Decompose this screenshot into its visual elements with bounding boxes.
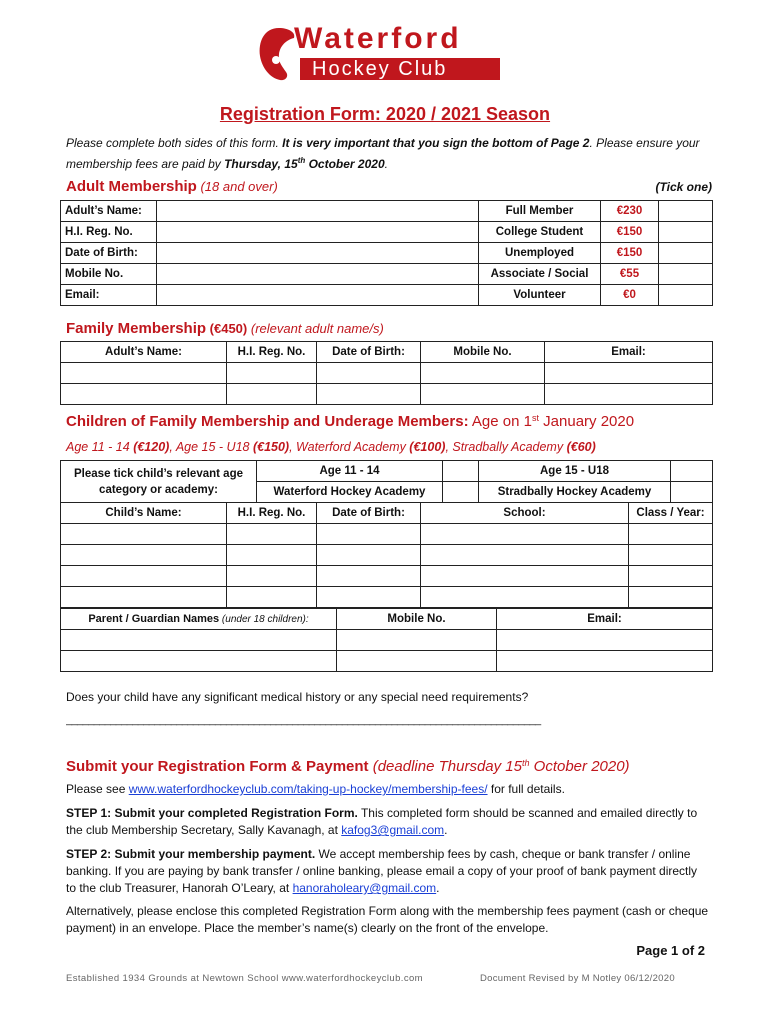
adult-name-label: Adult’s Name: <box>61 201 157 222</box>
club-logo <box>256 24 506 86</box>
table-row <box>61 545 713 566</box>
adult-email-input[interactable] <box>157 285 479 306</box>
adult-mobile-label: Mobile No. <box>61 264 157 285</box>
family-mobile-input[interactable] <box>421 384 545 405</box>
tick-one-label: (Tick one) <box>655 180 712 194</box>
child-school-input[interactable] <box>421 545 629 566</box>
child-col-school: School: <box>421 503 629 524</box>
table-row <box>61 587 713 608</box>
child-class-input[interactable] <box>629 545 713 566</box>
family-col-email: Email: <box>545 342 713 363</box>
child-dob-input[interactable] <box>317 524 421 545</box>
option-waterford-academy: Waterford Hockey Academy <box>257 482 443 503</box>
membership-type-college-student: College Student <box>479 222 601 243</box>
table-row <box>61 285 713 306</box>
family-mobile-input[interactable] <box>421 363 545 384</box>
family-col-reg: H.I. Reg. No. <box>227 342 317 363</box>
step2-text: STEP 2: Submit your membership payment. We accept membership fees by cash, cheque or bank transfer / online banking. If you are paying by bank transfer / online banking, please email a copy of your proof of bank payment directly to the club Treasurer, Hanorah O’Leary, at hanoraholeary@gmail.com. <box>66 847 698 895</box>
adult-heading: Adult Membership (18 and over) <box>66 178 278 195</box>
membership-type-full-member: Full Member <box>479 201 601 222</box>
secretary-email-link[interactable]: kafog3@gmail.com <box>341 823 445 837</box>
category-table <box>60 460 713 503</box>
child-class-input[interactable] <box>629 587 713 608</box>
logo-line1: Waterford <box>294 22 462 55</box>
adult-email-label: Email: <box>61 285 157 306</box>
treasurer-email-link[interactable]: hanoraholeary@gmail.com <box>292 881 437 895</box>
tick-full-member-checkbox[interactable] <box>659 201 713 222</box>
table-row <box>61 384 713 405</box>
membership-fee-associate-social: €55 <box>601 264 659 285</box>
family-dob-input[interactable] <box>317 363 421 384</box>
parent-col-names: Parent / Guardian Names (under 18 children): <box>61 609 337 630</box>
child-school-input[interactable] <box>421 587 629 608</box>
family-email-input[interactable] <box>545 363 713 384</box>
parent-mobile-input[interactable] <box>337 651 497 672</box>
parent-table <box>60 608 713 672</box>
family-reg-input[interactable] <box>227 384 317 405</box>
membership-fee-unemployed: €150 <box>601 243 659 264</box>
membership-type-associate-social: Associate / Social <box>479 264 601 285</box>
table-row <box>61 651 713 672</box>
table-row <box>61 243 713 264</box>
table-row <box>61 264 713 285</box>
footer-right: Document Revised by M Notley 06/12/2020 <box>480 973 675 984</box>
table-row <box>61 630 713 651</box>
child-name-input[interactable] <box>61 566 227 587</box>
parent-col-email: Email: <box>497 609 713 630</box>
child-col-reg: H.I. Reg. No. <box>227 503 317 524</box>
tick-waterford-academy-checkbox[interactable] <box>443 482 479 503</box>
child-reg-input[interactable] <box>227 524 317 545</box>
tick-associate-social-checkbox[interactable] <box>659 264 713 285</box>
family-table <box>60 341 713 405</box>
membership-fee-full-member: €230 <box>601 201 659 222</box>
see-details: Please see www.waterfordhockeyclub.com/taking-up-hockey/membership-fees/ for full details. <box>66 782 565 796</box>
intro-text: Please complete both sides of this form. It is very important that you sign the bottom of Page 2. Please ensure your membership fees are paid by Thursday, 15th October 2020. <box>66 136 700 171</box>
child-table <box>60 502 713 608</box>
family-header-row <box>61 342 713 363</box>
medical-answer-line[interactable]: ______________________________________________________________________________________ <box>66 714 541 726</box>
table-row <box>61 201 713 222</box>
parent-email-input[interactable] <box>497 651 713 672</box>
child-dob-input[interactable] <box>317 545 421 566</box>
child-col-name: Child’s Name: <box>61 503 227 524</box>
adult-dob-label: Date of Birth: <box>61 243 157 264</box>
membership-fee-volunteer: €0 <box>601 285 659 306</box>
table-row <box>61 222 713 243</box>
tick-unemployed-checkbox[interactable] <box>659 243 713 264</box>
medical-question: Does your child have any significant medical history or any special need requirements? <box>66 690 529 704</box>
parent-name-input[interactable] <box>61 651 337 672</box>
family-email-input[interactable] <box>545 384 713 405</box>
table-row <box>61 566 713 587</box>
table-row <box>61 363 713 384</box>
tick-age-11-14-checkbox[interactable] <box>443 461 479 482</box>
adult-mobile-input[interactable] <box>157 264 479 285</box>
tick-age-15-u18-checkbox[interactable] <box>671 461 713 482</box>
form-title: Registration Form: 2020 / 2021 Season <box>219 104 551 124</box>
tick-stradbally-academy-checkbox[interactable] <box>671 482 713 503</box>
alternative-text: Alternatively, please enclose this completed Registration Form along with the membership fees payment (cash or cheque payment) in an envelope. Place the member’s name(s) clearly on the front of the envelope. <box>66 904 709 935</box>
child-school-input[interactable] <box>421 566 629 587</box>
child-name-input[interactable] <box>61 545 227 566</box>
tick-category-label: Please tick child’s relevant age category or academy: <box>61 461 257 503</box>
tick-college-student-checkbox[interactable] <box>659 222 713 243</box>
adult-reg-input[interactable] <box>157 222 479 243</box>
adult-name-input[interactable] <box>157 201 479 222</box>
parent-header-row <box>61 609 713 630</box>
child-reg-input[interactable] <box>227 545 317 566</box>
footer-left: Established 1934 Grounds at Newtown School www.waterfordhockeyclub.com <box>66 973 423 984</box>
child-reg-input[interactable] <box>227 587 317 608</box>
child-name-input[interactable] <box>61 587 227 608</box>
family-col-name: Adult’s Name: <box>61 342 227 363</box>
family-name-input[interactable] <box>61 363 227 384</box>
child-header-row <box>61 503 713 524</box>
parent-col-mobile: Mobile No. <box>337 609 497 630</box>
membership-fees-link[interactable]: www.waterfordhockeyclub.com/taking-up-hockey/membership-fees/ <box>128 782 488 796</box>
adult-table <box>60 200 713 306</box>
page-number: Page 1 of 2 <box>636 943 705 958</box>
child-reg-input[interactable] <box>227 566 317 587</box>
child-dob-input[interactable] <box>317 566 421 587</box>
child-dob-input[interactable] <box>317 587 421 608</box>
child-school-input[interactable] <box>421 524 629 545</box>
submit-heading: Submit your Registration Form & Payment (deadline Thursday 15th October 2020) <box>66 758 630 775</box>
membership-type-volunteer: Volunteer <box>479 285 601 306</box>
table-row <box>61 524 713 545</box>
child-col-dob: Date of Birth: <box>317 503 421 524</box>
children-heading: Children of Family Membership and Underage Members: Age on 1st January 2020 <box>66 413 635 430</box>
tick-volunteer-checkbox[interactable] <box>659 285 713 306</box>
parent-email-input[interactable] <box>497 630 713 651</box>
child-col-class: Class / Year: <box>629 503 713 524</box>
parent-mobile-input[interactable] <box>337 630 497 651</box>
family-reg-input[interactable] <box>227 363 317 384</box>
adult-reg-label: H.I. Reg. No. <box>61 222 157 243</box>
membership-fee-college-student: €150 <box>601 222 659 243</box>
parent-name-input[interactable] <box>61 630 337 651</box>
family-heading: Family Membership (€450) (relevant adult name/s) <box>66 320 384 337</box>
adult-dob-input[interactable] <box>157 243 479 264</box>
option-stradbally-academy: Stradbally Hockey Academy <box>479 482 671 503</box>
child-class-input[interactable] <box>629 524 713 545</box>
option-age-15-u18: Age 15 - U18 <box>479 461 671 482</box>
step1-text: STEP 1: Submit your completed Registration Form. This completed form should be scanned and emailed directly to the club Membership Secretary, Sally Kavanagh, at kafog3@gmail.com. <box>66 806 698 837</box>
membership-type-unemployed: Unemployed <box>479 243 601 264</box>
family-col-mobile: Mobile No. <box>421 342 545 363</box>
family-col-dob: Date of Birth: <box>317 342 421 363</box>
children-categories: Age 11 - 14 (€120), Age 15 - U18 (€150), Waterford Academy (€100), Stradbally Academy (€60) <box>66 440 596 454</box>
child-name-input[interactable] <box>61 524 227 545</box>
logo-line2: Hockey Club <box>312 58 448 80</box>
family-dob-input[interactable] <box>317 384 421 405</box>
family-name-input[interactable] <box>61 384 227 405</box>
option-age-11-14: Age 11 - 14 <box>257 461 443 482</box>
child-class-input[interactable] <box>629 566 713 587</box>
